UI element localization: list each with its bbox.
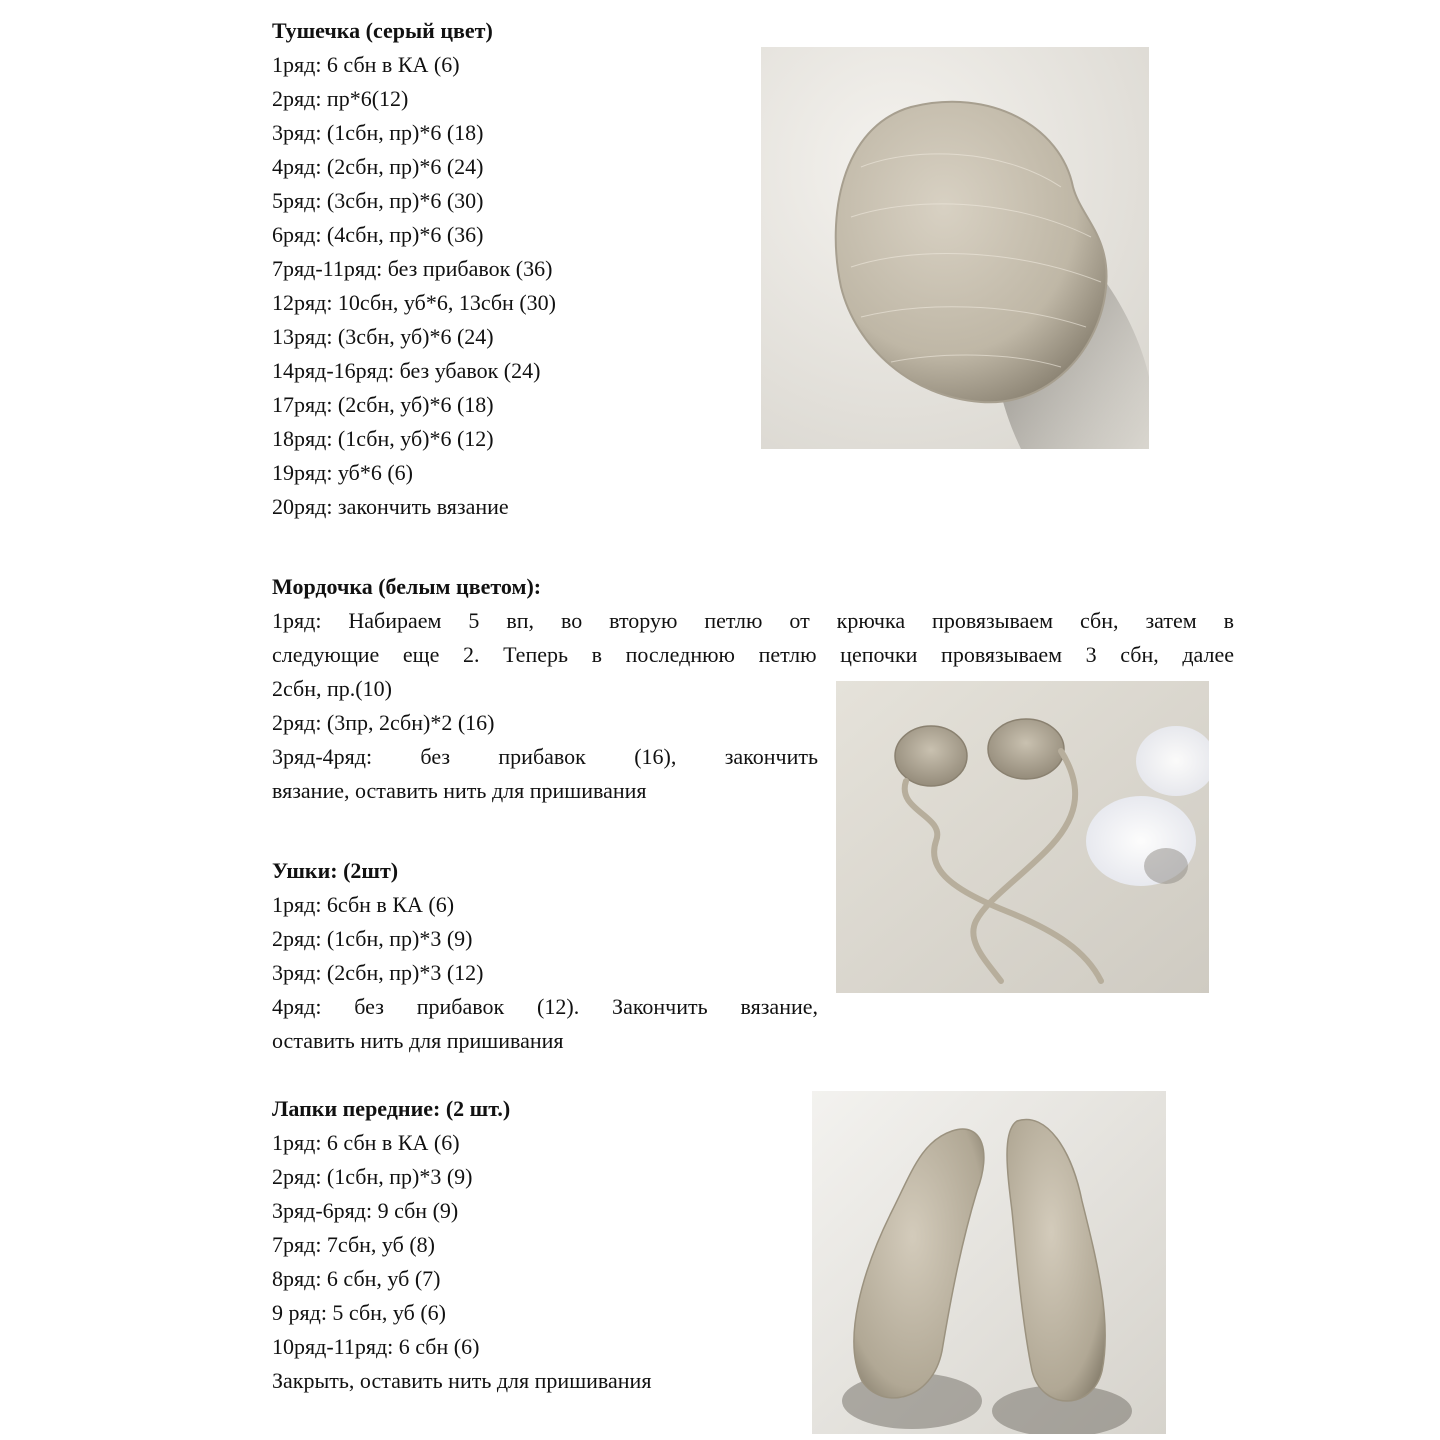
pattern-line: 3ряд-4ряд: без прибавок (16), закончить [272,744,818,769]
pattern-line: 2ряд: (3пр, 2сбн)*2 (16) [272,710,495,735]
pattern-line: 3ряд-6ряд: 9 сбн (9) [272,1198,459,1223]
pattern-row: 4ряд: (2сбн, пр)*6 (24) [272,154,484,179]
pattern-line: оставить нить для пришивания [272,1028,564,1053]
paws-photo [812,1091,1166,1434]
pattern-row: 1ряд: 6 сбн в КА (6) [272,52,460,77]
pattern-row: 19ряд: уб*6 (6) [272,460,413,485]
pattern-line: 9 ряд: 5 сбн, уб (6) [272,1300,446,1325]
pattern-row: 20ряд: закончить вязание [272,494,509,519]
pattern-row: 13ряд: (3сбн, уб)*6 (24) [272,324,494,349]
pattern-line: 10ряд-11ряд: 6 сбн (6) [272,1334,480,1359]
pattern-row: 2ряд: пр*6(12) [272,86,409,111]
pattern-line: 2ряд: (1сбн, пр)*3 (9) [272,1164,473,1189]
pattern-row: 3ряд: (1сбн, пр)*6 (18) [272,120,484,145]
section-title-body: Тушечка (серый цвет) [272,18,493,43]
pattern-line: 2ряд: (1сбн, пр)*3 (9) [272,926,473,951]
pattern-line: 2сбн, пр.(10) [272,676,392,701]
pattern-line: следующие еще 2. Теперь в последнюю петлю цепочки провязываем 3 сбн, далее [272,642,1234,667]
section-title-muzzle: Мордочка (белым цветом): [272,574,542,599]
pattern-line: 4ряд: без прибавок (12). Закончить вязание, [272,994,818,1019]
section-title-ears: Ушки: (2шт) [272,858,399,883]
pattern-row: 5ряд: (3сбн, пр)*6 (30) [272,188,484,213]
pattern-line: 7ряд: 7сбн, уб (8) [272,1232,435,1257]
pattern-row: 17ряд: (2сбн, уб)*6 (18) [272,392,494,417]
pattern-line: Закрыть, оставить нить для пришивания [272,1368,652,1393]
pattern-row: 14ряд-16ряд: без убавок (24) [272,358,541,383]
body-photo [761,47,1149,449]
pattern-line: 1ряд: 6сбн в КА (6) [272,892,455,917]
pattern-line: 1ряд: Набираем 5 вп, во вторую петлю от крючка провязываем сбн, затем в [272,608,1234,633]
pattern-row: 12ряд: 10сбн, уб*6, 13сбн (30) [272,290,556,315]
ears-muzzle-photo [836,681,1209,993]
pattern-row: 18ряд: (1сбн, уб)*6 (12) [272,426,494,451]
pattern-line: 3ряд: (2сбн, пр)*3 (12) [272,960,484,985]
pattern-line: 1ряд: 6 сбн в КА (6) [272,1130,460,1155]
section-title-paws: Лапки передние: (2 шт.) [272,1096,511,1121]
pattern-line: вязание, оставить нить для пришивания [272,778,647,803]
pattern-line: 8ряд: 6 сбн, уб (7) [272,1266,441,1291]
pattern-row: 7ряд-11ряд: без прибавок (36) [272,256,553,281]
pattern-row: 6ряд: (4сбн, пр)*6 (36) [272,222,484,247]
